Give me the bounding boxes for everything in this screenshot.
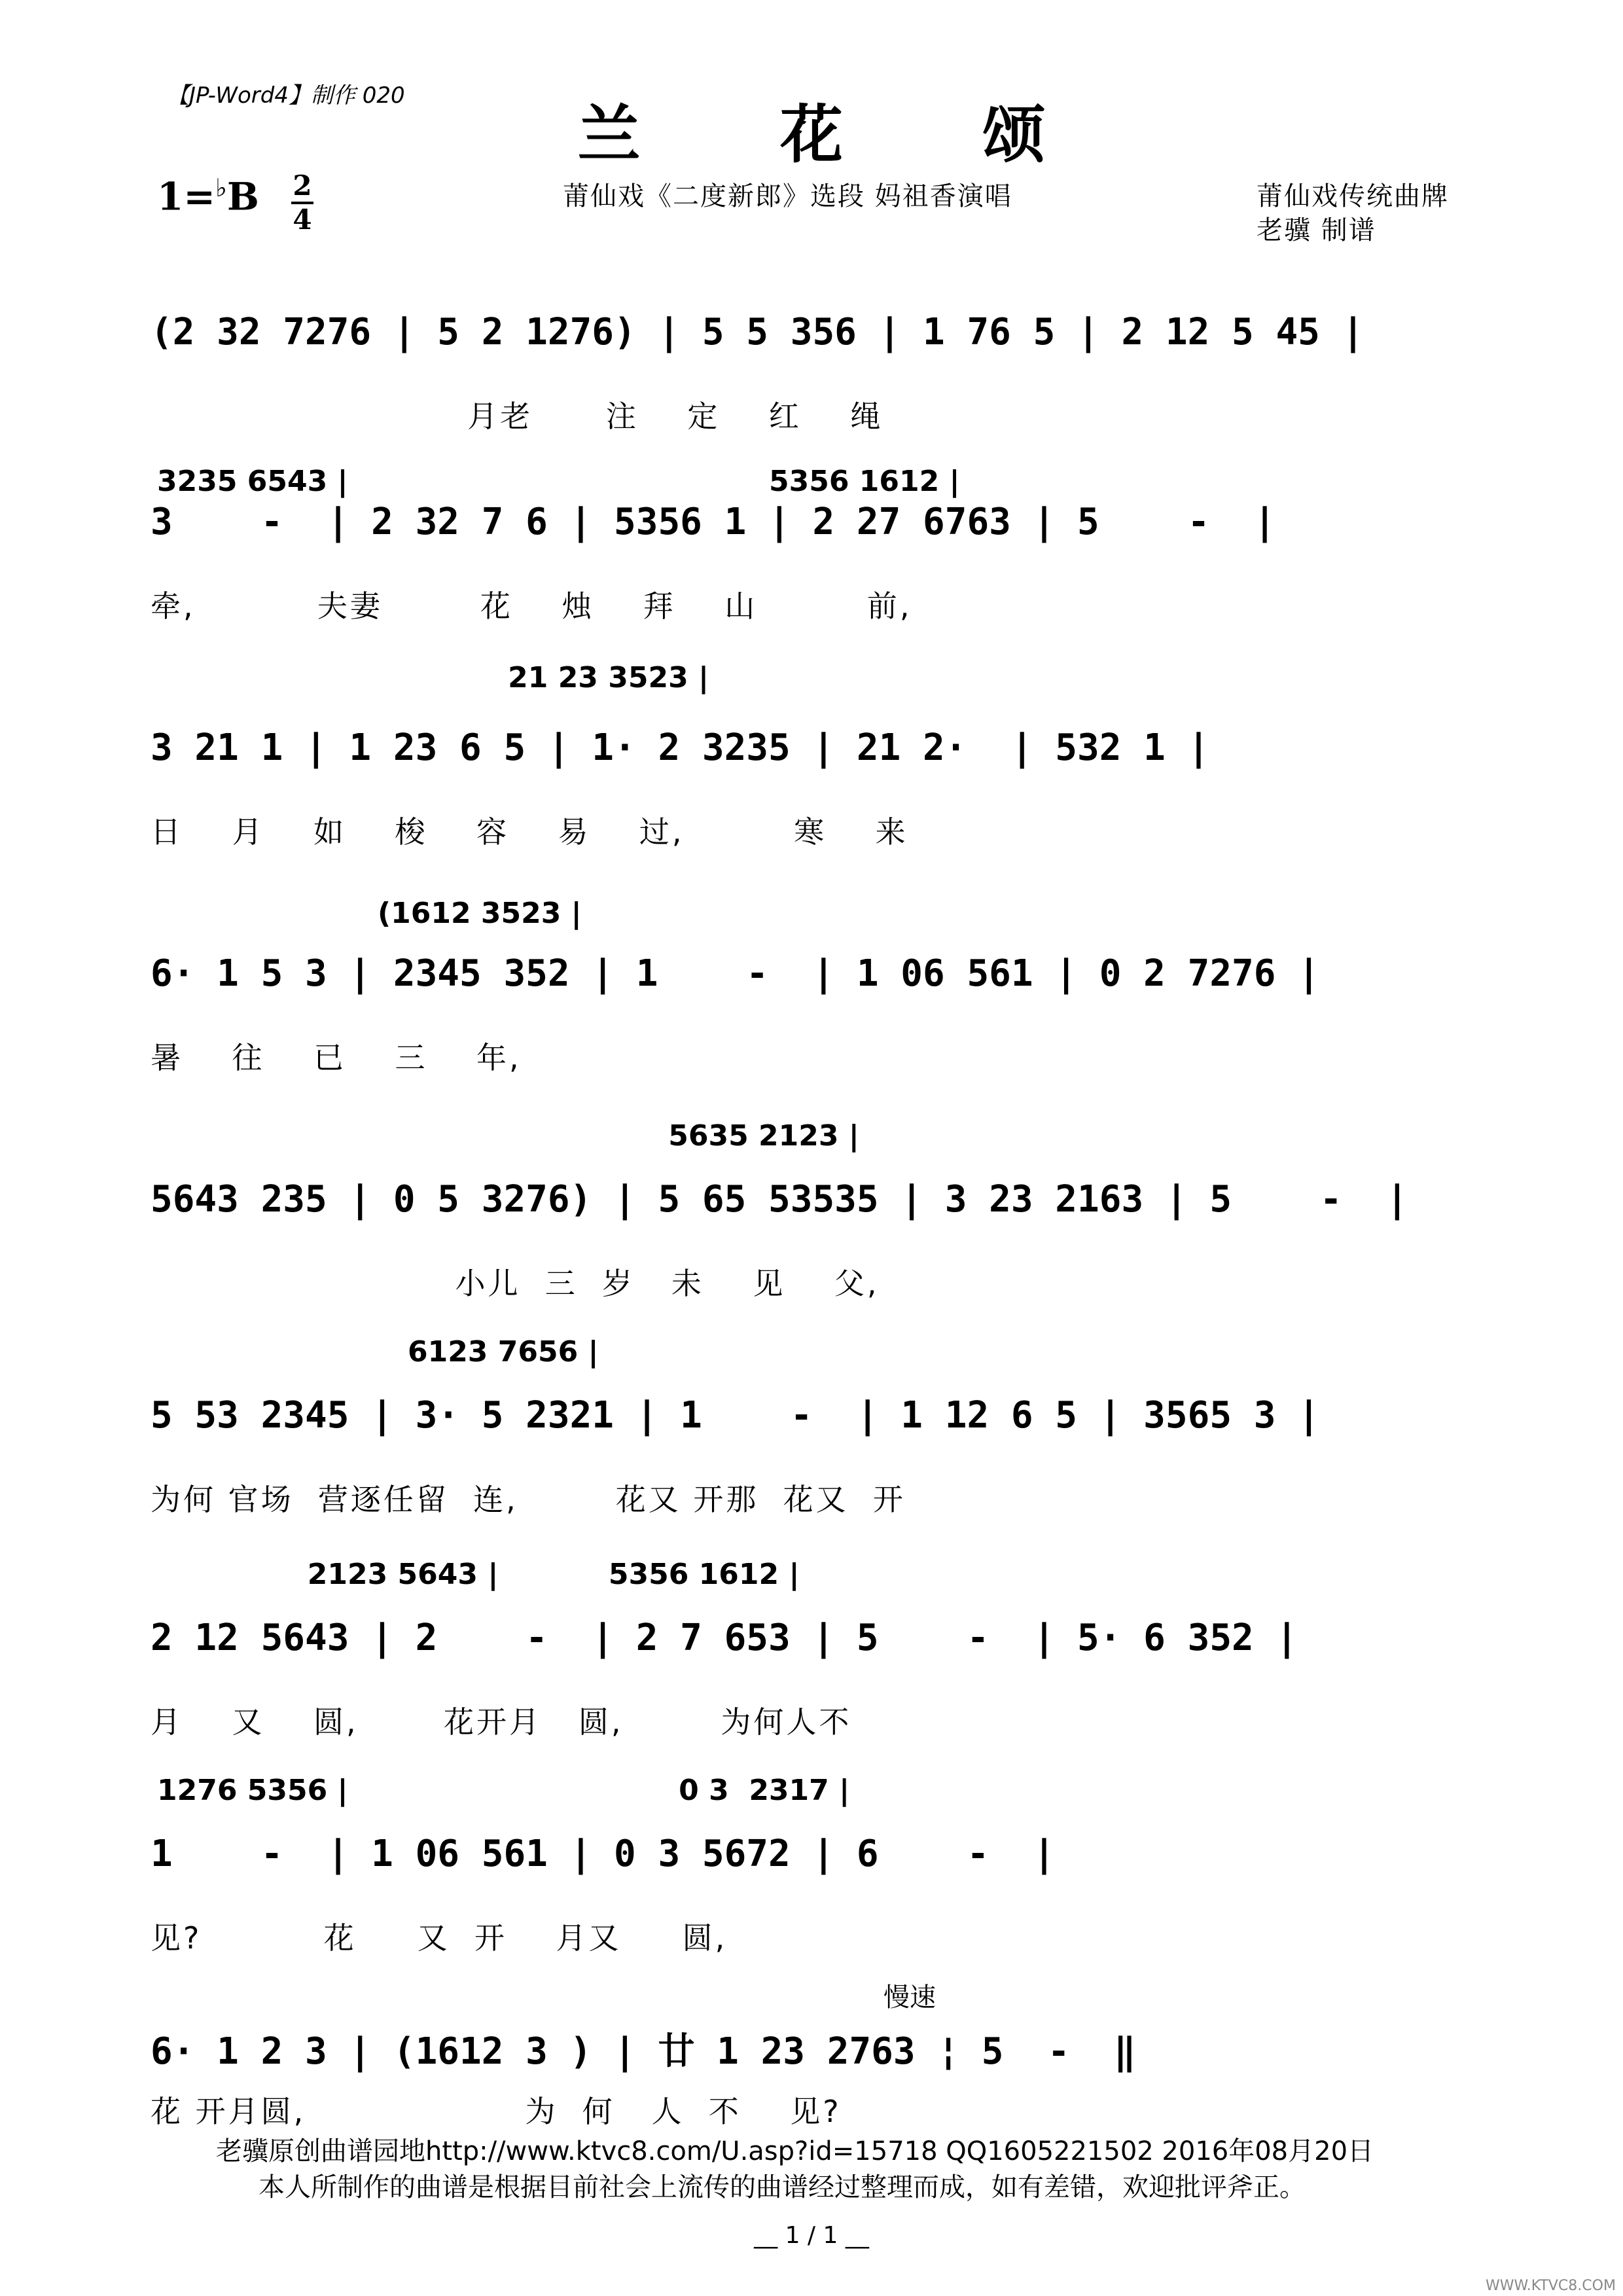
tempo-marking: 慢速 (883, 1982, 936, 2013)
footer-disclaimer: 本人所制作的曲谱是根据目前社会上流传的曲谱经过整理而成，如有差错，欢迎批评斧正。 (259, 2172, 1306, 2202)
subtitle: 莆仙戏《二度新郎》选段 妈祖香演唱 (563, 181, 1012, 211)
notes-line: 3 21 1 | 1 23 6 5 | 1· 2 3235 | 21 2· | 532 1 | (151, 726, 1210, 769)
lyrics-line: 花 开月圆, 为 何 人 不 见? (151, 2094, 842, 2129)
notes-line: 5643 235 | 0 5 3276) | 5 65 53535 | 3 23 2163 | 5 - | (151, 1178, 1408, 1221)
notes-line: (2 32 7276 | 5 2 1276) | 5 5 356 | 1 76 5 | 2 12 5 45 | (151, 311, 1364, 353)
lyrics-line: 日 月 如 梭 容 易 过, 寒 来 (151, 814, 908, 850)
key-letter: B (226, 174, 259, 219)
ornament-line: 6123 7656 | (157, 1335, 599, 1369)
time-signature (291, 171, 313, 234)
key-signature (157, 173, 259, 219)
key-prefix: 1= (157, 174, 215, 219)
flat-sign: ♭ (215, 173, 227, 202)
credit-origin: 莆仙戏传统曲牌 (1257, 181, 1449, 211)
notes-line: 1 - | 1 06 561 | 0 3 5672 | 6 - | (151, 1833, 1056, 1875)
producer-tag: 【JP-Word4】制作 020 (167, 82, 405, 109)
credit-arranger: 老骥 制谱 (1257, 215, 1376, 245)
page-number: __ 1 / 1 __ (754, 2222, 869, 2249)
lyrics-line: 小儿 三 岁 未 见 父, (151, 1266, 880, 1301)
lyrics-line: 见? 花 又 开 月又 圆, (151, 1920, 728, 1956)
lyrics-line: 牵, 夫妻 花 烛 拜 山 前, (151, 588, 912, 624)
notes-line: 2 12 5643 | 2 - | 2 7 653 | 5 - | 5· 6 352 | (151, 1617, 1298, 1659)
notes-line: 5 53 2345 | 3· 5 2321 | 1 - | 1 12 6 5 | 3565 3 | (151, 1394, 1320, 1437)
ornament-line: 2123 5643 | 5356 1612 | (157, 1558, 800, 1591)
footer-source: 老骥原创曲谱园地http://www.ktvc8.com/U.asp?id=15718 QQ1605221502 2016年08月20日 (216, 2136, 1374, 2166)
time-numerator: 2 (293, 170, 312, 202)
lyrics-line: 月 又 圆, 花开月 圆, 为何人不 (151, 1704, 852, 1740)
notes-line: 6· 1 5 3 | 2345 352 | 1 - | 1 06 561 | 0 2 7276 | (151, 952, 1320, 995)
score (151, 249, 1472, 2129)
lyrics-line: 暑 往 已 三 年, (151, 1040, 522, 1075)
ornament-line: (1612 3523 | (157, 897, 582, 930)
notes-line: 3 - | 2 32 7 6 | 5356 1 | 2 27 6763 | 5 - | (151, 501, 1276, 543)
ornament-line: 5635 2123 | (157, 1119, 859, 1153)
song-title: 兰 花 颂 (577, 98, 1105, 171)
ornament-line: 21 23 3523 | (157, 661, 709, 694)
ornament-line: 3235 6543 | 5356 1612 | (157, 465, 960, 498)
time-denominator: 4 (293, 204, 312, 236)
watermark: WWW.KTVC8.COM (1486, 2278, 1616, 2294)
ornament-line: 1276 5356 | 0 3 2317 | (157, 1774, 850, 1807)
lyrics-line: 为何 官场 营逐任留 连, 花又 开那 花又 开 (151, 1482, 906, 1517)
notes-line: 6· 1 2 3 | (1612 3 ) | 廿 1 23 2763 ¦ 5 - ‖ (151, 2030, 1136, 2073)
lyrics-line: 月老 注 定 红 绳 (151, 399, 883, 434)
